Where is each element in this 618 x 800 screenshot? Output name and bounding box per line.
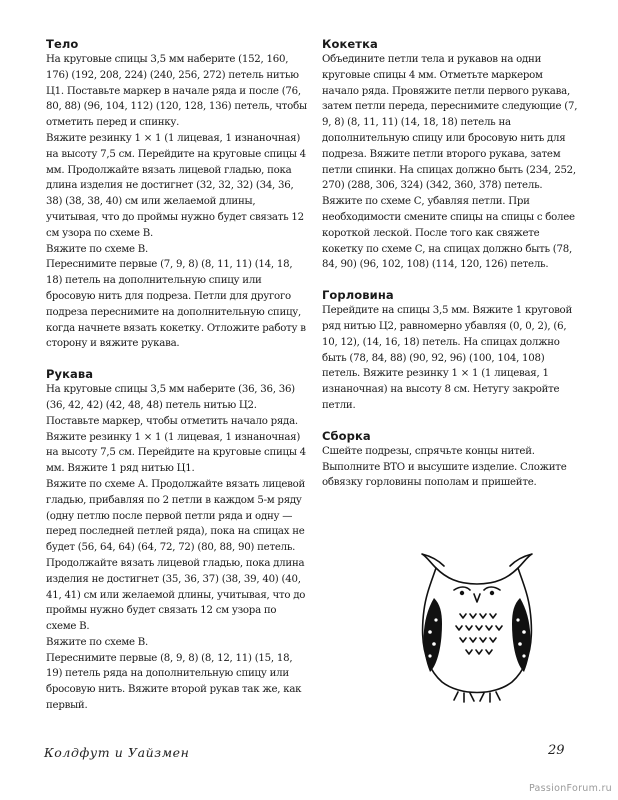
section-title: Кокетка (322, 37, 378, 51)
section-koketka (322, 36, 582, 273)
paragraph: Вяжите по схеме В. (46, 243, 149, 255)
paragraph: Вяжите по схеме В. (46, 636, 149, 648)
paragraph: На круговые спицы 3,5 мм наберите (152, 160, 176) (192, 208, 224) (240, 256, 272) петель нитью Ц1. Поставьте маркер в начале ряда и после (76, 80, 88) (96, 104, 112) (120, 128, 136) петель, чтобы отметить перед и спинку. (46, 54, 307, 129)
section-title: Рукава (46, 367, 94, 382)
section-telo (46, 36, 308, 352)
section-title: Горловина (322, 288, 394, 303)
section-gorlovina (322, 287, 582, 414)
footer-brand: Колдфут и Уайзмен (44, 745, 190, 760)
paragraph: Вяжите по схеме С, убавляя петли. При необходимости смените спицы на спицы с более короткой леской. После того как свяжете кокетку по схеме С, на спицах должно быть (78, 84, 90) (96, 102, 108) (114, 120, 126) петель. (322, 196, 575, 271)
paragraph: Переснимите первые (8, 9, 8) (8, 12, 11) (15, 18, 19) петель ряда на дополнительную спицу или бросовую нить. Вяжите второй рукав так же, как первый. (46, 652, 302, 712)
left-column (46, 36, 308, 728)
section-sborka (322, 428, 582, 491)
paragraph: Вяжите по схеме А. Продолжайте вязать лицевой гладью, прибавляя по 2 петли в каждом 5-м ряду (одну петлю после первой петли ряда и одну — перед последней петлей ряда), пока на спицах не будет (56, 64, 64) (64, 72, 72) (80, 88, 90) петель. (46, 478, 306, 554)
paragraph: Вяжите резинку 1 × 1 (1 лицевая, 1 изнаночная) на высоту 7,5 см. Перейдите на круговые спицы 4 мм. Продолжайте вязать лицевой гладью, пока длина изделия не достигнет (32, 32, 32) (34, 36, 38) (38, 38, 40) см или желаемой длины, учитывая, что до проймы нужно будет связать 12 см узора по схеме В. (46, 132, 306, 239)
watermark: PassionForum.ru (528, 783, 612, 794)
section-rukava (46, 366, 308, 714)
paragraph: Объедините петли тела и рукавов на одни круговые спицы 4 мм. Отметьте маркером начало ряда. Провяжите петли первого рукава, затем петли переда, переснимите следующие (7, 9, 8) (8, 11, 11) (14, 18, 18) петель на дополнительную спицу или бросовую нить для подреза. Вяжите петли второго рукава, затем петли спинки. На спицах должно быть (234, 252, 270) (288, 306, 324) (342, 360, 378) петель. (322, 54, 578, 192)
paragraph: Сшейте подрезы, спрячьте концы нитей. Выполните ВТО и высушите изделие. Сложите обвязку горловины пополам и пришейте. (322, 445, 567, 489)
right-column (322, 36, 582, 505)
section-title: Сборка (322, 428, 371, 443)
page-number: 29 (548, 743, 565, 758)
paragraph: На круговые спицы 3,5 мм наберите (36, 36, 36) (36, 42, 42) (42, 48, 48) петель нитью Ц2. Поставьте маркер, чтобы отметить начало ряда. (46, 384, 298, 427)
paragraph: Вяжите резинку 1 × 1 (1 лицевая, 1 изнаночная) на высоту 7,5 см. Перейдите на круговые спицы 4 мм. Вяжите 1 ряд нитью Ц1. (46, 431, 306, 475)
paragraph: Продолжайте вязать лицевой гладью, пока длина изделия не достигнет (35, 36, 37) (38, 39, 40) (40, 41, 41) см или желаемой длины, учитывая, что до проймы нужно будет связать 12 см узора по схеме В. (46, 557, 306, 633)
owl-icon (412, 548, 542, 704)
paragraph: Перейдите на спицы 3,5 мм. Вяжите 1 круговой ряд нитью Ц2, равномерно убавляя (0, 0, 2), (6, 10, 12), (14, 16, 18) петель. На спицах должно быть (78, 84, 88) (90, 92, 96) (100, 104, 108) петель. Вяжите резинку 1 × 1 (1 лицевая, 1 изнаночная) на высоту 8 см. Нетугу закройте петли. (322, 305, 572, 411)
paragraph: Переснимите первые (7, 9, 8) (8, 11, 11) (14, 18, 18) петель на дополнительную спицу или бросовую нить для подреза. Петли для другого подреза переснимите на дополнительную спицу, когда начнете вязать кокетку. Отложите работу в сторону и вяжите рукава. (46, 259, 306, 350)
section-title: Тело (46, 37, 79, 51)
